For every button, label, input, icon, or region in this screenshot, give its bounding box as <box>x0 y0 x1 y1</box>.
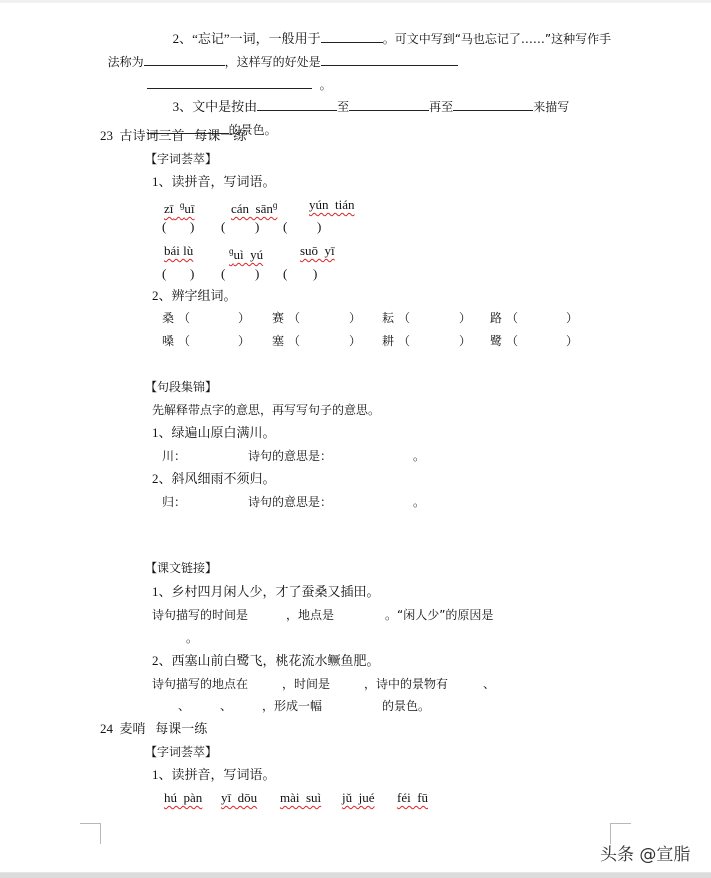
top-shade <box>0 0 711 3</box>
s2-q1-meaning-label: 诗句的意思是： <box>248 449 333 463</box>
pinyin-suo-yi: suō yī <box>300 243 335 258</box>
paren-close: ） <box>566 311 579 325</box>
q2-text-a: 2、“忘记”一词，一般用于 <box>172 31 321 46</box>
q1-label-text: 1、读拼音，写词语。 <box>152 174 276 189</box>
s3-q1-end: 。 <box>186 631 199 645</box>
lesson23-q2-label <box>152 288 237 304</box>
paren-close: ） <box>459 311 472 325</box>
paren-open: （ <box>506 334 519 348</box>
lesson24-section1-header: 【字词荟萃】 <box>145 745 218 759</box>
char-item: 桑 <box>162 311 175 325</box>
pinyin-gui-yu: $^ɡ$uì yú <box>229 246 264 262</box>
pinyin-can-sang: cán sān$^ɡ$ <box>231 200 278 216</box>
paren-close: ) <box>317 219 322 234</box>
s3-q2-scenery-label: ，诗中的景物有 <box>364 677 449 691</box>
paren-close: ) <box>190 266 195 281</box>
paren-open: （ <box>178 311 191 325</box>
paren-open: （ <box>398 334 411 348</box>
paren-close: ） <box>238 311 251 325</box>
paren-open: ( <box>221 219 226 234</box>
q2-line2-text-a: 法称为 <box>107 55 144 69</box>
s2-q2-end: 。 <box>413 495 426 509</box>
paren-close: ) <box>255 266 260 281</box>
q2-line2-text-b: ，这样写的好处是 <box>224 55 321 69</box>
s3-q2-time-label: ，时间是 <box>282 677 331 691</box>
paren-open: （ <box>288 334 301 348</box>
paren-close: ） <box>566 334 579 348</box>
paren-open: ( <box>162 266 167 281</box>
lesson23-section2-header: 【句段集锦】 <box>145 380 218 394</box>
answer-blank[interactable] <box>453 98 533 111</box>
page-corner-mark-left <box>80 823 101 844</box>
paren-open: （ <box>506 311 519 325</box>
char-item: 路 <box>490 311 503 325</box>
char-item: 嗓 <box>162 334 175 348</box>
paren-open: （ <box>398 311 411 325</box>
lesson23-q1-label <box>152 174 276 190</box>
lesson23-section3-header: 【课文链接】 <box>145 561 218 575</box>
paren-close: ） <box>349 334 362 348</box>
pinyin-yun-tian: yún tián <box>309 197 355 212</box>
pinyin-fei-fu: féi fū <box>397 790 429 805</box>
char-item: 塞 <box>272 334 285 348</box>
lesson23-title <box>100 128 246 144</box>
s2-q2-text: 2、斜风细雨不须归。 <box>152 471 276 486</box>
s2-q1-end: 。 <box>413 449 426 463</box>
q3-text-d: 来描写 <box>533 100 570 114</box>
pinyin-bai-lu: bái lù <box>164 243 194 258</box>
paren-open: （ <box>178 334 191 348</box>
lesson23-title-text: 23 古诗词三首 每课一练 <box>100 128 247 143</box>
s3-q2-text: 2、西塞山前白鹭飞，桃花流水鳜鱼肥。 <box>152 653 380 668</box>
pinyin-zi-gui: zī $^ɡ$uī <box>164 200 195 216</box>
char-item: 耘 <box>382 311 395 325</box>
s3-q1 <box>152 584 380 600</box>
q2-text-b: 。可文中写到“马也忘记了……”这种写作手 <box>382 32 612 46</box>
q2-line3-end: 。 <box>319 78 332 92</box>
paren-open: ( <box>221 266 226 281</box>
lesson24-title <box>100 721 207 737</box>
s3-q2-place-label: 诗句描写的地点在 <box>152 677 249 691</box>
lesson24-title-text: 24 麦哨 每课一练 <box>100 721 208 736</box>
paren-open: ( <box>162 219 167 234</box>
q3-text-a: 3、文中是按由 <box>172 99 258 114</box>
s3-q2-sep: 、 <box>178 699 191 713</box>
paren-open: ( <box>283 266 288 281</box>
s3-q2-picture-label: ，形成一幅 <box>262 699 323 713</box>
section2-instruction: 先解释带点字的意思，再写写句子的意思。 <box>152 403 381 417</box>
bottom-bar <box>0 872 711 878</box>
pinyin-hu-pan: hú pàn <box>164 790 203 805</box>
paren-open: ( <box>283 219 288 234</box>
s3-q2-end: 的景色。 <box>382 699 431 713</box>
pinyin-yi-dou: yī dōu <box>221 790 258 805</box>
s2-q2 <box>152 471 276 487</box>
answer-blank[interactable] <box>349 98 429 111</box>
lesson24-q1-label <box>152 767 276 783</box>
s3-q1-reason-label: 。“闲人少”的原因是 <box>385 608 494 622</box>
char-item: 赛 <box>272 311 285 325</box>
s3-q2 <box>152 653 380 669</box>
char-item: 耕 <box>382 334 395 348</box>
paren-close: ) <box>255 219 260 234</box>
s3-q2-sep: 、 <box>483 677 496 691</box>
s3-q2-sep: 、 <box>220 699 233 713</box>
paren-close: ） <box>238 334 251 348</box>
q3-line2-end: 的景色。 <box>228 123 277 137</box>
q3-text-b: 至 <box>337 100 350 114</box>
pinyin-ju-jue: jǔ jué <box>342 790 375 805</box>
paren-close: ） <box>349 311 362 325</box>
s2-q2-meaning-label: 诗句的意思是： <box>248 495 333 509</box>
watermark: 头条 @宣脂 <box>600 845 691 865</box>
s2-q1-char-label: 川： <box>162 449 187 463</box>
pinyin-mai-sui: mài suì <box>280 790 322 805</box>
paren-close: ） <box>459 334 472 348</box>
q3-text-c: 再至 <box>429 100 454 114</box>
s2-q2-char-label: 归： <box>162 495 187 509</box>
q2-label-text: 2、辨字组词。 <box>152 288 237 303</box>
s3-q1-time-label: 诗句描写的时间是 <box>152 608 249 622</box>
s2-q1-text: 1、绿遍山原白满川。 <box>152 425 276 440</box>
lesson23-section1-header: 【字词荟萃】 <box>145 152 218 166</box>
s2-q1 <box>152 425 276 441</box>
answer-blank[interactable] <box>321 53 458 66</box>
paren-open: （ <box>288 311 301 325</box>
lesson24-q1-label-text: 1、读拼音，写词语。 <box>152 767 276 782</box>
s3-q1-text: 1、乡村四月闲人少，才了蚕桑又插田。 <box>152 584 380 599</box>
s3-q1-place-label: ，地点是 <box>286 608 335 622</box>
char-item: 鹭 <box>490 334 503 348</box>
paren-close: ) <box>313 266 318 281</box>
paren-close: ) <box>190 219 195 234</box>
